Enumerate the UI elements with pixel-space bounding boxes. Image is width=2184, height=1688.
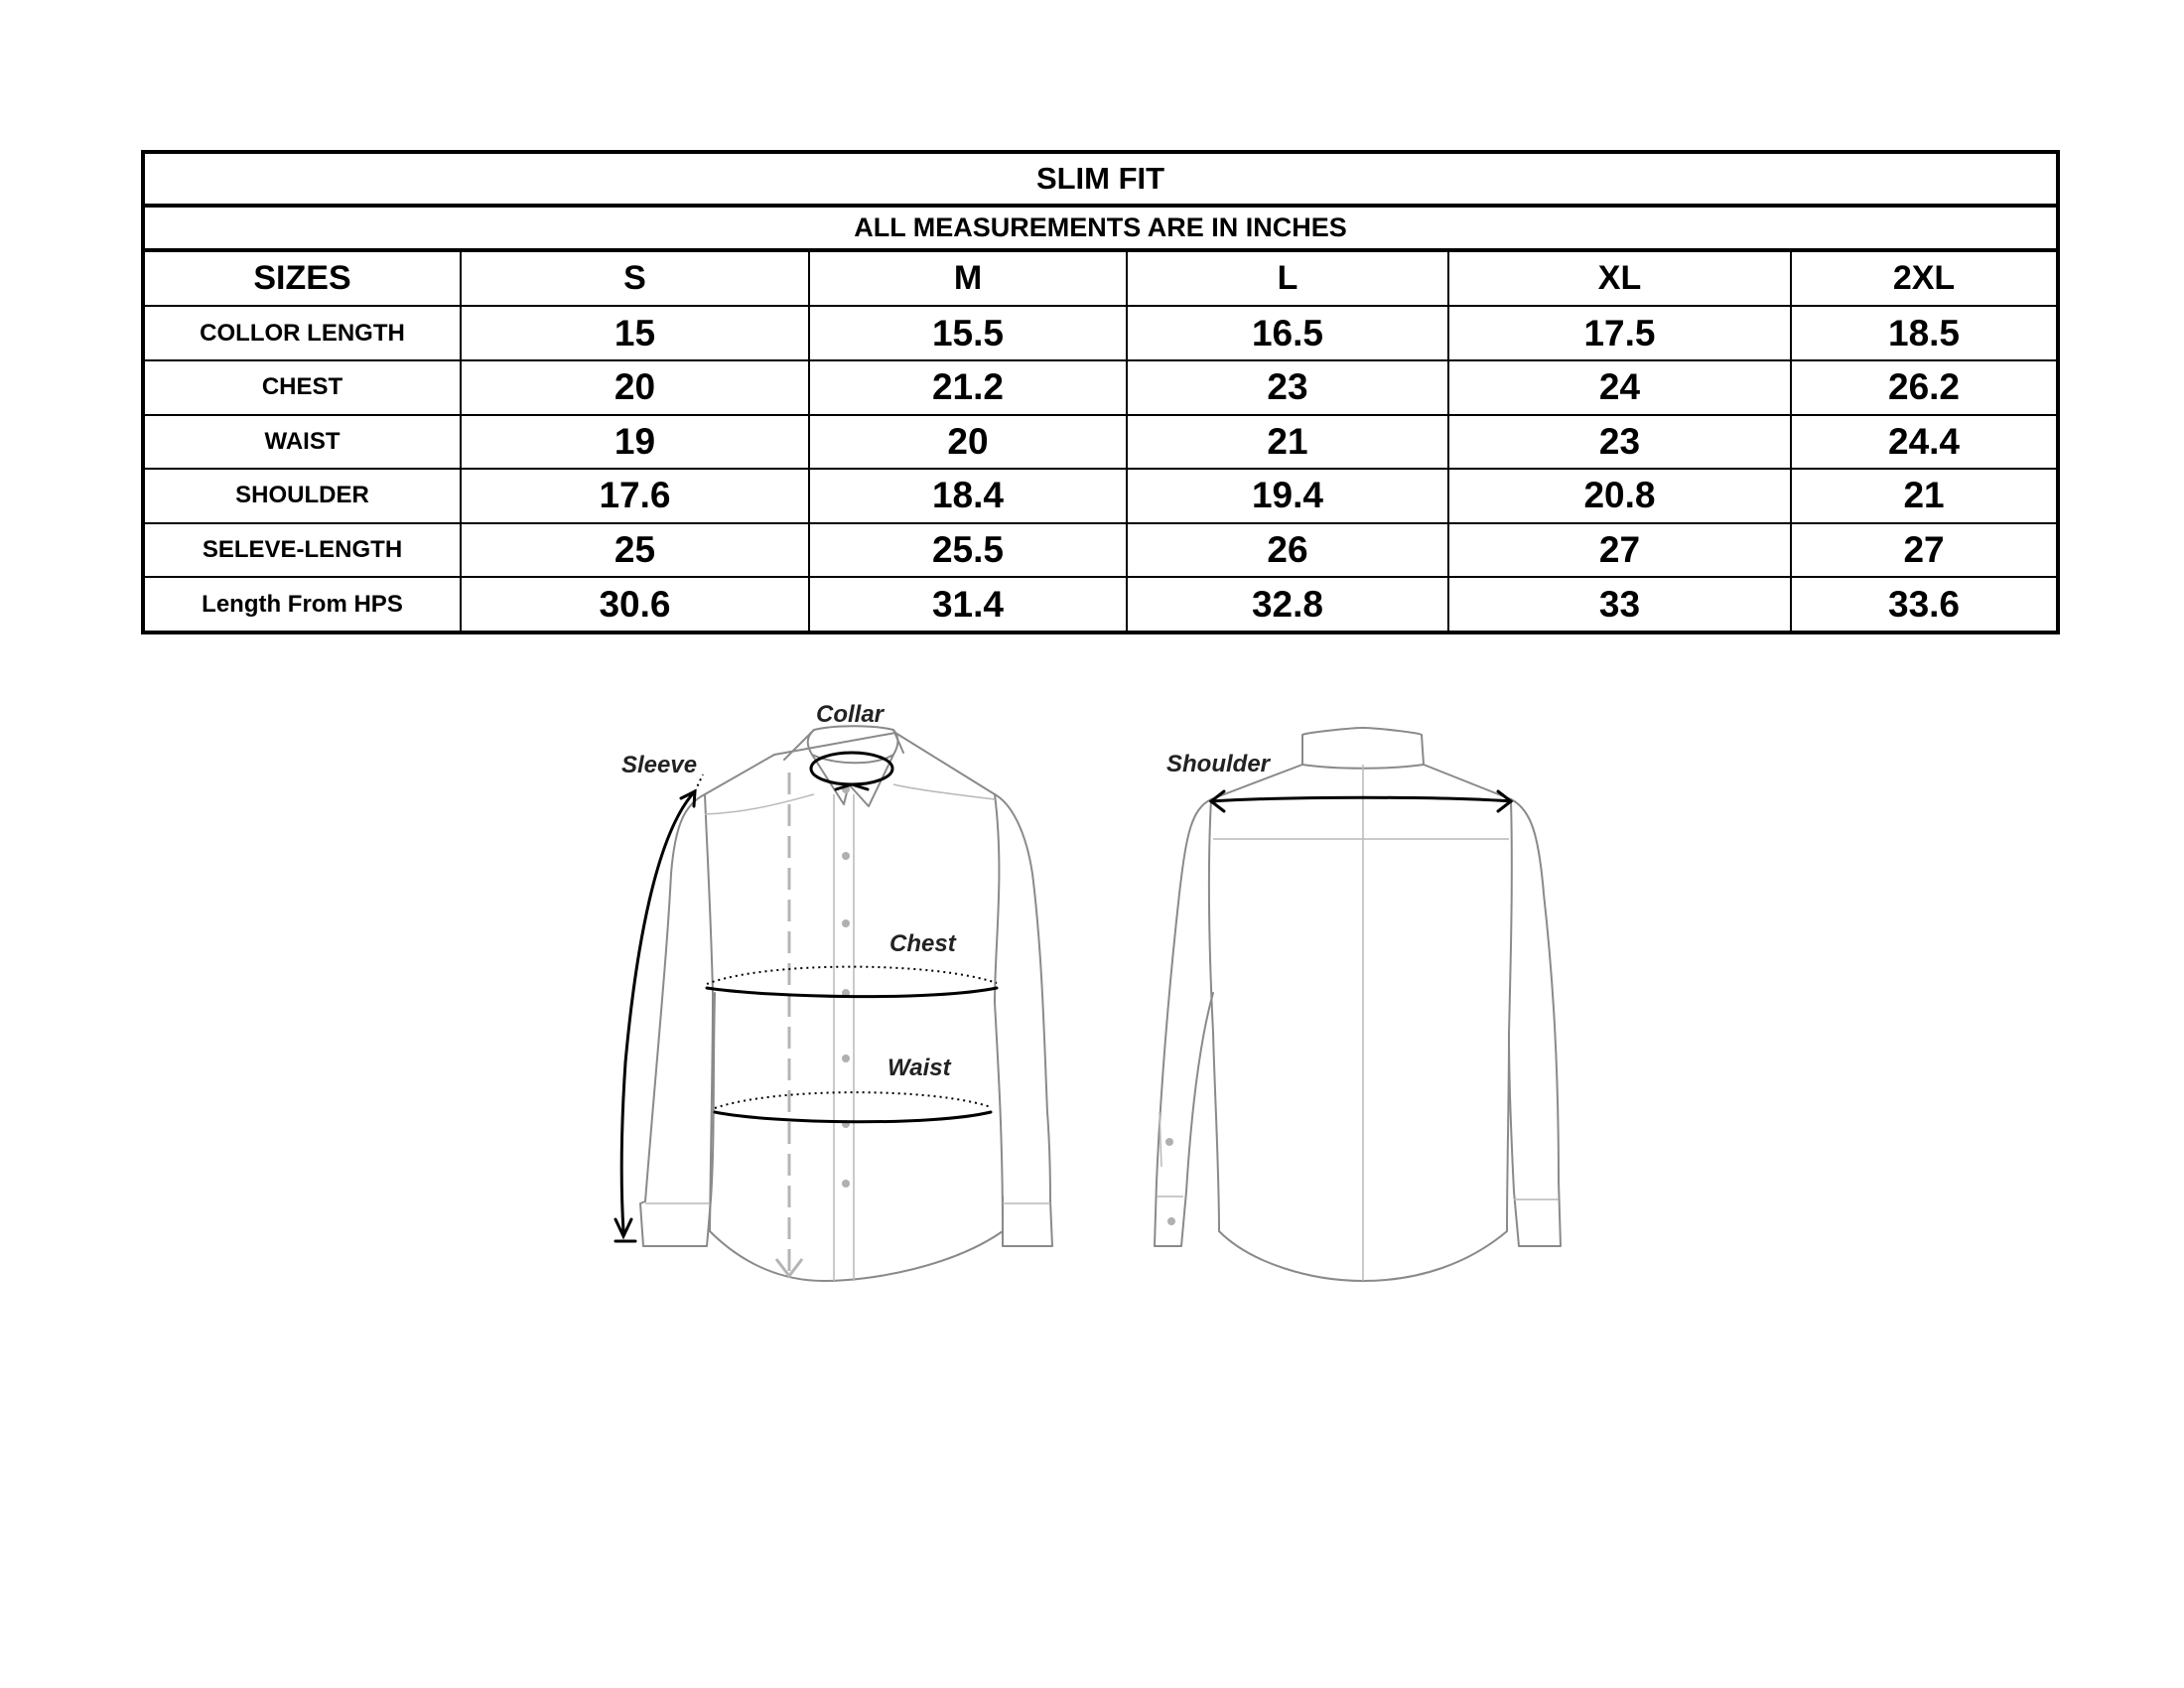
header-size-m: M	[809, 250, 1127, 307]
front-measurements	[615, 753, 997, 1276]
table-cell: 25	[461, 523, 809, 578]
chest-measure-line	[707, 988, 997, 997]
table-cell: 20	[809, 415, 1127, 470]
shoulder-label: Shoulder	[1166, 751, 1271, 777]
header-size-xl: XL	[1448, 250, 1791, 307]
table-cell: 33	[1448, 577, 1791, 633]
row-label: COLLOR LENGTH	[143, 306, 461, 360]
table-cell: 23	[1127, 360, 1448, 415]
table-subtitle: ALL MEASUREMENTS ARE IN INCHES	[143, 206, 2058, 250]
table-cell: 20.8	[1448, 469, 1791, 523]
table-cell: 17.6	[461, 469, 809, 523]
collar-label: Collar	[816, 701, 885, 728]
chest-back-dotted	[707, 967, 997, 984]
table-cell: 24.4	[1791, 415, 2058, 470]
front-shirt-illustration	[640, 726, 1052, 1281]
cuff-button	[1167, 1217, 1175, 1225]
header-size-l: L	[1127, 250, 1448, 307]
table-title: SLIM FIT	[143, 152, 2058, 206]
table-cell: 24	[1448, 360, 1791, 415]
table-cell: 31.4	[809, 577, 1127, 633]
table-cell: 15.5	[809, 306, 1127, 360]
waist-label: Waist	[887, 1055, 951, 1081]
table-cell: 21.2	[809, 360, 1127, 415]
table-cell: 27	[1448, 523, 1791, 578]
table-cell: 26	[1127, 523, 1448, 578]
table-cell: 23	[1448, 415, 1791, 470]
row-label: SHOULDER	[143, 469, 461, 523]
waist-measure-line	[715, 1112, 991, 1122]
table-cell: 27	[1791, 523, 2058, 578]
chest-label: Chest	[889, 930, 956, 957]
row-label: CHEST	[143, 360, 461, 415]
table-cell: 19.4	[1127, 469, 1448, 523]
table-cell: 33.6	[1791, 577, 2058, 633]
row-label: WAIST	[143, 415, 461, 470]
table-cell: 21	[1127, 415, 1448, 470]
table-cell: 17.5	[1448, 306, 1791, 360]
table-cell: 32.8	[1127, 577, 1448, 633]
table-cell: 19	[461, 415, 809, 470]
shirt-button	[842, 852, 850, 860]
shirt-button	[842, 1055, 850, 1062]
table-cell: 21	[1791, 469, 2058, 523]
header-size-s: S	[461, 250, 809, 307]
shoulder-measure-line	[1211, 797, 1511, 801]
table-cell: 16.5	[1127, 306, 1448, 360]
sleeve-label: Sleeve	[621, 752, 698, 778]
table-cell: 18.5	[1791, 306, 2058, 360]
header-size-2xl: 2XL	[1791, 250, 2058, 307]
cuff-button	[1165, 1138, 1173, 1146]
shirt-button	[842, 1180, 850, 1188]
row-label: SELEVE-LENGTH	[143, 523, 461, 578]
table-cell: 18.4	[809, 469, 1127, 523]
table-cell: 30.6	[461, 577, 809, 633]
table-cell: 20	[461, 360, 809, 415]
header-sizes: SIZES	[143, 250, 461, 307]
table-cell: 25.5	[809, 523, 1127, 578]
table-cell: 15	[461, 306, 809, 360]
row-label: Length From HPS	[143, 577, 461, 633]
table-cell: 26.2	[1791, 360, 2058, 415]
waist-back-dotted	[715, 1092, 991, 1108]
collar-measure-loop	[811, 753, 892, 784]
sleeve-measure-line	[621, 791, 695, 1231]
shirt-button	[842, 919, 850, 927]
back-measurements	[1211, 791, 1511, 811]
